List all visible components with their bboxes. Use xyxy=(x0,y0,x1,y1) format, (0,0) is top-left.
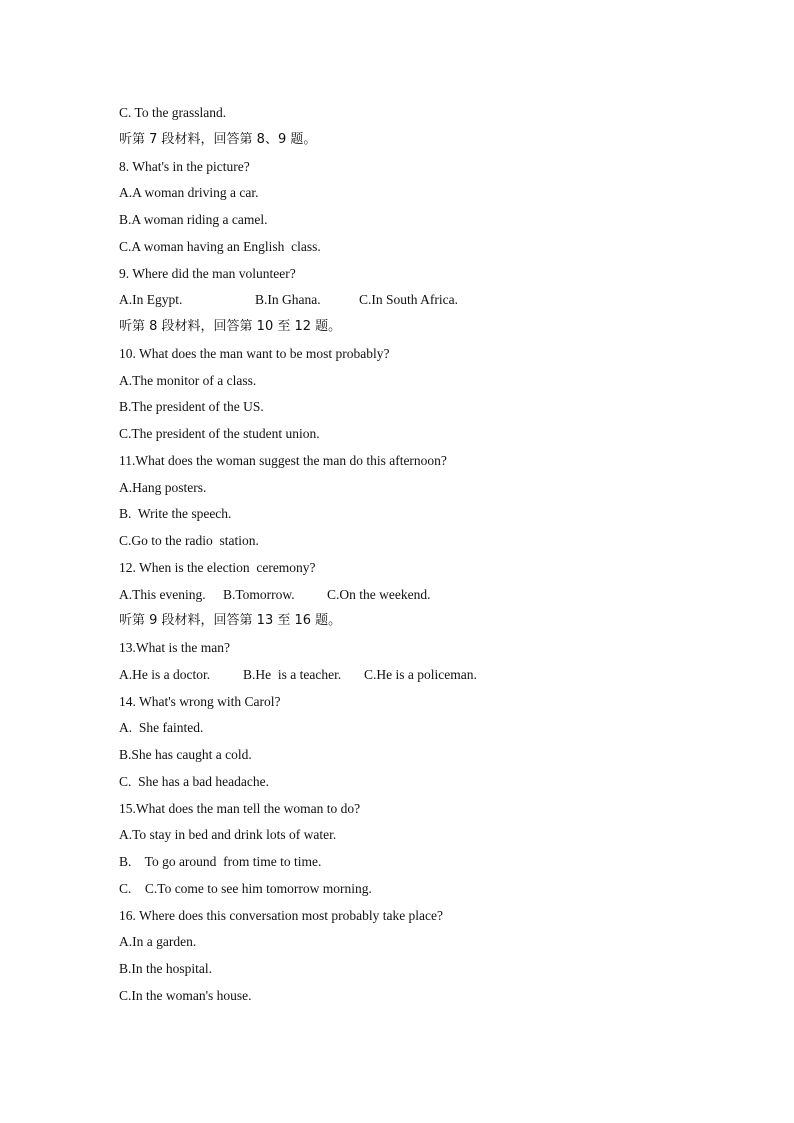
question-8: 8. What's in the picture? xyxy=(119,158,250,174)
question-9-option-a: A.In Egypt. xyxy=(119,292,183,308)
question-16: 16. Where does this conversation most probably take place? xyxy=(119,907,444,923)
question-15-option-b: B. To go around from time to time. xyxy=(119,854,322,869)
question-13-option-b: B.He is a teacher. xyxy=(243,666,342,682)
question-12-option-b: B.Tomorrow. xyxy=(223,586,295,602)
question-16-option-b: B.In the hospital. xyxy=(119,961,212,976)
section-8-instruction: 听第 8 段材料，回答第 10 至 12 题。 xyxy=(119,319,342,334)
question-9-option-c: C.In South Africa. xyxy=(359,292,458,308)
question-13: 13.What is the man? xyxy=(119,640,230,655)
question-9: 9. Where did the man volunteer? xyxy=(119,265,296,281)
question-14-option-a: A. She fainted. xyxy=(119,720,204,736)
question-14: 14. What's wrong with Carol? xyxy=(119,693,281,709)
question-12: 12. When is the election ceremony? xyxy=(119,559,316,575)
question-16-option-c: C.In the woman's house. xyxy=(119,987,252,1003)
section-7-instruction: 听第 7 段材料，回答第 8、9 题。 xyxy=(119,131,317,147)
question-14-option-b: B.She has caught a cold. xyxy=(119,747,252,762)
question-13-options xyxy=(119,664,739,691)
question-9-options xyxy=(119,289,739,316)
question-11-option-a: A.Hang posters. xyxy=(119,479,207,495)
question-8-option-c: C.A woman having an English class. xyxy=(119,238,321,254)
question-16-option-a: A.In a garden. xyxy=(119,934,197,950)
exam-page xyxy=(119,102,739,1012)
question-12-option-a: A.This evening. xyxy=(119,586,206,602)
question-14-option-c: C. She has a bad headache. xyxy=(119,773,269,789)
question-9-option-b: B.In Ghana. xyxy=(255,292,321,308)
question-10-option-c: C.The president of the student union. xyxy=(119,426,320,441)
question-11: 11.What does the woman suggest the man do this afternoon? xyxy=(119,452,447,468)
question-8-option-a: A.A woman driving a car. xyxy=(119,185,259,201)
section-9-instruction: 听第 9 段材料，回答第 13 至 16 题。 xyxy=(119,613,342,629)
question-10-option-b: B.The president of the US. xyxy=(119,399,264,415)
question-8-option-b: B.A woman riding a camel. xyxy=(119,212,268,227)
question-15: 15.What does the man tell the woman to do? xyxy=(119,800,361,816)
question-11-option-b: B. Write the speech. xyxy=(119,506,232,522)
question-15-option-c: C. C.To come to see him tomorrow morning. xyxy=(119,880,372,896)
question-10-option-a: A.The monitor of a class. xyxy=(119,372,257,388)
question-10: 10. What does the man want to be most probably? xyxy=(119,345,390,361)
question-11-option-c: C.Go to the radio station. xyxy=(119,533,259,548)
option-c-line: C. To the grassland. xyxy=(119,105,227,120)
question-15-option-a: A.To stay in bed and drink lots of water. xyxy=(119,827,337,843)
question-12-option-c: C.On the weekend. xyxy=(327,586,431,602)
question-12-options xyxy=(119,584,739,611)
question-13-option-a: A.He is a doctor. xyxy=(119,666,211,682)
question-13-option-c: C.He is a policeman. xyxy=(364,666,477,682)
